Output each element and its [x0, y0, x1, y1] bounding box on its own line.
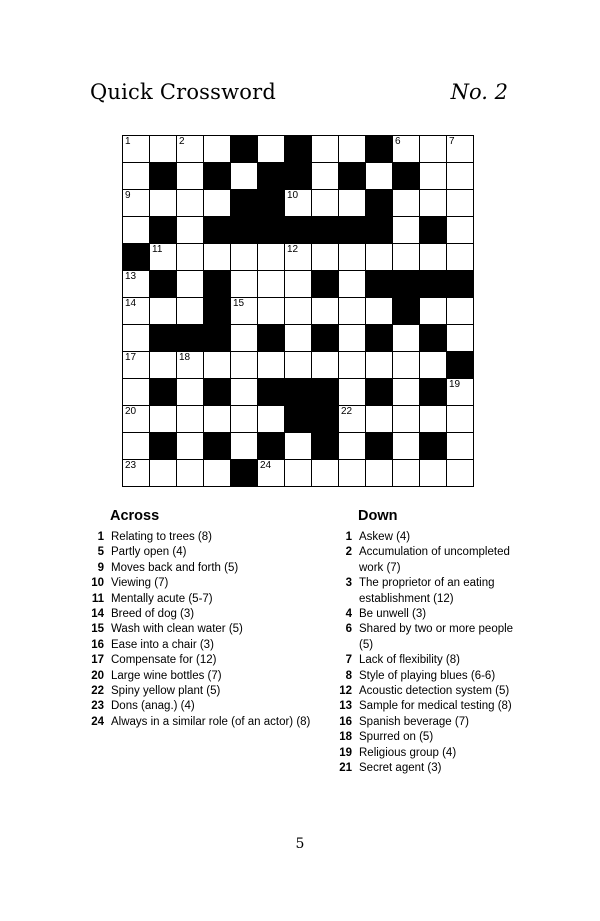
- grid-cell[interactable]: [339, 298, 366, 325]
- clue-item: [82, 699, 322, 714]
- grid-cell[interactable]: [420, 460, 447, 487]
- crossword-grid: [122, 135, 474, 487]
- page-number: 5: [295, 836, 305, 852]
- grid-cell[interactable]: [447, 190, 474, 217]
- clue-item: [330, 730, 520, 745]
- grid-cell[interactable]: [204, 190, 231, 217]
- grid-black-square: [204, 217, 231, 244]
- grid-black-square: [285, 136, 312, 163]
- clue-number: 2: [179, 136, 185, 147]
- grid-cell[interactable]: [285, 244, 312, 271]
- clue-item-number: 8: [345, 669, 352, 682]
- grid-cell[interactable]: [312, 352, 339, 379]
- grid-cell[interactable]: [177, 460, 204, 487]
- grid-cell[interactable]: [312, 298, 339, 325]
- puzzle-number: No. 2: [450, 80, 508, 104]
- grid-cell[interactable]: [231, 406, 258, 433]
- grid-cell[interactable]: [420, 163, 447, 190]
- clue-item: [330, 669, 520, 684]
- grid-black-square: [231, 460, 258, 487]
- grid-cell[interactable]: [150, 352, 177, 379]
- grid-cell[interactable]: [447, 163, 474, 190]
- grid-black-square: [204, 433, 231, 460]
- grid-cell[interactable]: [123, 217, 150, 244]
- clue-item-text: Be unwell (3): [359, 608, 427, 621]
- grid-black-square: [123, 244, 150, 271]
- clue-number: 14: [125, 298, 137, 309]
- clue-item-number: 24: [91, 715, 104, 728]
- grid-cell[interactable]: [258, 406, 285, 433]
- grid-black-square: [447, 352, 474, 379]
- grid-cell[interactable]: [123, 325, 150, 352]
- grid-cell[interactable]: [339, 406, 366, 433]
- grid-black-square: [258, 325, 285, 352]
- clue-item-text: Spanish beverage (7): [359, 715, 469, 728]
- clue-item-text: Lack of flexibility (8): [359, 654, 460, 667]
- clue-number: 11: [152, 244, 163, 255]
- grid-cell[interactable]: [447, 136, 474, 163]
- grid-black-square: [420, 325, 447, 352]
- clue-item-text: Accumulation of uncompleted work (7): [359, 546, 510, 574]
- clue-item-number: 18: [339, 731, 352, 744]
- clue-item-text: Acoustic detection system (5): [359, 685, 510, 698]
- grid-cell[interactable]: [231, 433, 258, 460]
- down-clue-list: [330, 530, 520, 777]
- grid-cell[interactable]: [420, 190, 447, 217]
- grid-cell[interactable]: [231, 379, 258, 406]
- grid-cell[interactable]: [177, 406, 204, 433]
- grid-black-square: [204, 325, 231, 352]
- clue-item-number: 13: [339, 700, 352, 713]
- grid-cell[interactable]: [285, 271, 312, 298]
- clue-item-text: Spurred on (5): [359, 731, 434, 744]
- clue-item-text: Askew (4): [359, 531, 411, 543]
- grid-black-square: [231, 136, 258, 163]
- clue-item-number: 3: [345, 577, 352, 590]
- grid-black-square: [366, 271, 393, 298]
- grid-cell[interactable]: [393, 190, 420, 217]
- clue-item: [330, 530, 520, 545]
- grid-black-square: [366, 325, 393, 352]
- grid-cell[interactable]: [339, 460, 366, 487]
- grid-cell[interactable]: [285, 325, 312, 352]
- grid-cell[interactable]: [339, 352, 366, 379]
- clue-number: 15: [233, 298, 245, 309]
- grid-black-square: [285, 163, 312, 190]
- clue-item: [330, 684, 520, 699]
- grid-black-square: [258, 190, 285, 217]
- grid-cell[interactable]: [285, 298, 312, 325]
- grid-cell[interactable]: [393, 244, 420, 271]
- grid-black-square: [366, 379, 393, 406]
- grid-cell[interactable]: [312, 163, 339, 190]
- clue-number: 22: [341, 406, 353, 417]
- clue-number: 20: [125, 406, 137, 417]
- grid-black-square: [258, 163, 285, 190]
- clue-item: [330, 746, 520, 761]
- grid-cell[interactable]: [420, 244, 447, 271]
- clue-item-number: 15: [91, 623, 104, 636]
- grid-black-square: [204, 298, 231, 325]
- grid-cell[interactable]: [150, 136, 177, 163]
- grid-black-square: [231, 190, 258, 217]
- clue-item: [330, 545, 520, 576]
- down-clues: [330, 508, 520, 777]
- grid-cell[interactable]: [177, 244, 204, 271]
- clue-item-number: 2: [345, 546, 352, 559]
- clue-number: 9: [125, 190, 131, 201]
- clue-item: [330, 761, 520, 776]
- grid-cell[interactable]: [231, 352, 258, 379]
- grid-cell[interactable]: [258, 298, 285, 325]
- clue-item-text: Compensate for (12): [111, 654, 217, 667]
- grid-cell[interactable]: [447, 298, 474, 325]
- grid-black-square: [150, 433, 177, 460]
- grid-cell[interactable]: [312, 136, 339, 163]
- grid-black-square: [420, 433, 447, 460]
- grid-black-square: [177, 325, 204, 352]
- grid-black-square: [150, 217, 177, 244]
- grid-cell[interactable]: [231, 163, 258, 190]
- clue-item-text: Mentally acute (5-7): [111, 592, 213, 605]
- clue-item-number: 11: [91, 592, 104, 605]
- grid-cell[interactable]: [312, 244, 339, 271]
- grid-cell[interactable]: [366, 406, 393, 433]
- grid-cell[interactable]: [285, 190, 312, 217]
- clue-item: [330, 699, 520, 714]
- grid-black-square: [312, 271, 339, 298]
- clue-item-text: Breed of dog (3): [111, 608, 195, 621]
- grid-black-square: [150, 163, 177, 190]
- grid-black-square: [150, 379, 177, 406]
- grid-cell[interactable]: [339, 433, 366, 460]
- grid-cell[interactable]: [123, 433, 150, 460]
- clue-item-number: 21: [339, 762, 352, 775]
- clue-item-number: 1: [345, 531, 352, 543]
- clue-item: [82, 530, 322, 545]
- grid-cell[interactable]: [447, 217, 474, 244]
- grid-cell[interactable]: [231, 298, 258, 325]
- grid-cell[interactable]: [393, 325, 420, 352]
- grid-cell[interactable]: [420, 298, 447, 325]
- grid-cell[interactable]: [312, 190, 339, 217]
- grid-cell[interactable]: [231, 325, 258, 352]
- grid-black-square: [258, 217, 285, 244]
- grid-cell[interactable]: [177, 433, 204, 460]
- grid-cell[interactable]: [150, 190, 177, 217]
- grid-black-square: [204, 163, 231, 190]
- grid-cell[interactable]: [123, 136, 150, 163]
- grid-cell[interactable]: [150, 244, 177, 271]
- clue-item-text: Large wine bottles (7): [111, 669, 222, 682]
- clue-item-number: 14: [91, 608, 104, 621]
- grid-cell[interactable]: [339, 244, 366, 271]
- grid-cell[interactable]: [258, 244, 285, 271]
- grid-cell[interactable]: [285, 433, 312, 460]
- clue-number: 18: [179, 352, 191, 363]
- clue-item: [82, 622, 322, 637]
- grid-cell[interactable]: [258, 352, 285, 379]
- clue-item-text: Style of playing blues (6-6): [359, 669, 496, 682]
- clue-item-number: 17: [91, 654, 104, 667]
- clue-item: [82, 684, 322, 699]
- grid-black-square: [393, 298, 420, 325]
- clue-item: [82, 576, 322, 591]
- clue-item: [82, 715, 322, 730]
- grid-cell[interactable]: [204, 352, 231, 379]
- clue-item-number: 7: [345, 654, 352, 667]
- grid-cell[interactable]: [177, 379, 204, 406]
- grid-cell[interactable]: [366, 163, 393, 190]
- grid-black-square: [393, 163, 420, 190]
- across-clues: [82, 508, 322, 730]
- grid-black-square: [285, 406, 312, 433]
- clue-item-number: 20: [91, 669, 104, 682]
- grid-black-square: [285, 217, 312, 244]
- clue-item-number: 9: [97, 561, 104, 574]
- clue-item-number: 4: [345, 608, 352, 621]
- clue-item: [330, 607, 520, 622]
- grid-cell[interactable]: [123, 271, 150, 298]
- grid-cell[interactable]: [204, 460, 231, 487]
- clue-item-text: The proprietor of an eating establishment (12): [359, 577, 495, 605]
- clue-number: 17: [125, 352, 137, 363]
- grid-cell[interactable]: [177, 271, 204, 298]
- grid-cell[interactable]: [258, 136, 285, 163]
- grid-black-square: [366, 433, 393, 460]
- grid-cell[interactable]: [204, 244, 231, 271]
- grid-cell[interactable]: [339, 325, 366, 352]
- clue-item-number: 16: [91, 638, 104, 651]
- grid-black-square: [204, 379, 231, 406]
- clue-number: 12: [287, 244, 299, 255]
- grid-black-square: [366, 190, 393, 217]
- grid-cell[interactable]: [366, 460, 393, 487]
- clue-item-text: Dons (anag.) (4): [111, 700, 195, 713]
- clue-item: [82, 545, 322, 560]
- grid-black-square: [420, 271, 447, 298]
- grid-cell[interactable]: [177, 163, 204, 190]
- clue-item: [82, 669, 322, 684]
- grid-black-square: [204, 271, 231, 298]
- clue-number: 23: [125, 460, 137, 471]
- clue-item: [82, 638, 322, 653]
- clue-item-number: 19: [339, 746, 352, 759]
- clue-item-number: 1: [97, 531, 104, 543]
- clue-item-number: 23: [91, 700, 104, 713]
- grid-black-square: [339, 163, 366, 190]
- grid-cell[interactable]: [177, 298, 204, 325]
- grid-cell[interactable]: [177, 352, 204, 379]
- clue-number: 13: [125, 271, 137, 282]
- grid-cell[interactable]: [231, 244, 258, 271]
- across-heading: Across: [110, 508, 160, 524]
- clue-item: [82, 653, 322, 668]
- grid-cell[interactable]: [339, 136, 366, 163]
- grid-cell[interactable]: [285, 352, 312, 379]
- grid-black-square: [420, 379, 447, 406]
- grid-cell[interactable]: [123, 163, 150, 190]
- grid-cell[interactable]: [123, 352, 150, 379]
- grid-black-square: [447, 271, 474, 298]
- clue-item-number: 10: [91, 577, 104, 590]
- grid-black-square: [258, 433, 285, 460]
- grid-black-square: [150, 271, 177, 298]
- grid-cell[interactable]: [258, 271, 285, 298]
- grid-cell[interactable]: [393, 406, 420, 433]
- clue-item-text: Relating to trees (8): [111, 531, 212, 543]
- grid-black-square: [312, 217, 339, 244]
- grid-cell[interactable]: [231, 271, 258, 298]
- grid-cell[interactable]: [339, 379, 366, 406]
- puzzle-title: Quick Crossword: [90, 80, 277, 104]
- grid-cell[interactable]: [177, 190, 204, 217]
- grid-cell[interactable]: [150, 460, 177, 487]
- clue-item-text: Spiny yellow plant (5): [111, 685, 221, 698]
- grid-cell[interactable]: [420, 136, 447, 163]
- grid-black-square: [150, 325, 177, 352]
- grid-cell[interactable]: [420, 406, 447, 433]
- grid-black-square: [285, 379, 312, 406]
- grid-cell[interactable]: [258, 460, 285, 487]
- grid-cell[interactable]: [204, 406, 231, 433]
- clue-item: [82, 607, 322, 622]
- clue-item: [82, 561, 322, 576]
- clue-number: 24: [260, 460, 272, 471]
- grid-black-square: [312, 325, 339, 352]
- clue-item-text: Sample for medical testing (8): [359, 700, 512, 713]
- grid-cell[interactable]: [447, 379, 474, 406]
- grid-black-square: [420, 217, 447, 244]
- clue-item-text: Always in a similar role (of an actor) (8): [111, 715, 311, 728]
- grid-cell[interactable]: [447, 433, 474, 460]
- grid-cell[interactable]: [447, 244, 474, 271]
- clue-item-text: Religious group (4): [359, 746, 457, 759]
- grid-cell[interactable]: [339, 271, 366, 298]
- grid-cell[interactable]: [366, 244, 393, 271]
- clue-number: 7: [449, 136, 455, 147]
- clue-item-number: 6: [345, 623, 352, 636]
- grid-cell[interactable]: [393, 379, 420, 406]
- grid-cell[interactable]: [123, 406, 150, 433]
- grid-cell[interactable]: [150, 406, 177, 433]
- grid-cell[interactable]: [420, 352, 447, 379]
- clue-item-number: 22: [91, 685, 104, 698]
- grid-cell[interactable]: [123, 190, 150, 217]
- grid-black-square: [312, 406, 339, 433]
- grid-black-square: [258, 379, 285, 406]
- grid-cell[interactable]: [393, 217, 420, 244]
- clue-item-text: Viewing (7): [111, 577, 169, 590]
- grid-cell[interactable]: [123, 379, 150, 406]
- clue-item-text: Secret agent (3): [359, 762, 442, 775]
- clue-item-text: Moves back and forth (5): [111, 561, 239, 574]
- grid-black-square: [366, 217, 393, 244]
- clue-item: [82, 592, 322, 607]
- grid-cell[interactable]: [393, 433, 420, 460]
- grid-cell[interactable]: [447, 406, 474, 433]
- across-clue-list: [82, 530, 322, 730]
- grid-black-square: [312, 433, 339, 460]
- clue-item-text: Wash with clean water (5): [111, 623, 243, 636]
- clue-number: 6: [395, 136, 401, 147]
- clue-number: 10: [287, 190, 299, 201]
- grid-cell[interactable]: [150, 298, 177, 325]
- grid-cell[interactable]: [123, 460, 150, 487]
- grid-cell[interactable]: [177, 136, 204, 163]
- clue-item-text: Partly open (4): [111, 546, 187, 559]
- clue-item-number: 5: [97, 546, 104, 559]
- grid-cell[interactable]: [339, 190, 366, 217]
- grid-cell[interactable]: [447, 325, 474, 352]
- grid-cell[interactable]: [366, 352, 393, 379]
- grid-cell[interactable]: [123, 298, 150, 325]
- grid-cell[interactable]: [285, 460, 312, 487]
- grid-cell[interactable]: [177, 217, 204, 244]
- grid-cell[interactable]: [393, 136, 420, 163]
- down-heading: Down: [358, 508, 398, 524]
- grid-cell[interactable]: [204, 136, 231, 163]
- clue-item: [330, 576, 520, 607]
- grid-black-square: [312, 379, 339, 406]
- grid-black-square: [339, 217, 366, 244]
- clue-item-text: Shared by two or more people (5): [359, 623, 514, 651]
- clue-item-text: Ease into a chair (3): [111, 638, 214, 651]
- grid-cell[interactable]: [447, 460, 474, 487]
- clue-number: 19: [449, 379, 461, 390]
- grid-cell[interactable]: [312, 460, 339, 487]
- clue-item: [330, 715, 520, 730]
- clue-item-number: 12: [339, 685, 352, 698]
- clue-item: [330, 622, 520, 653]
- grid-black-square: [231, 217, 258, 244]
- grid-cell[interactable]: [393, 352, 420, 379]
- grid-cell[interactable]: [393, 460, 420, 487]
- clue-item-number: 16: [339, 715, 352, 728]
- clue-item: [330, 653, 520, 668]
- grid-black-square: [366, 136, 393, 163]
- grid-cell[interactable]: [366, 298, 393, 325]
- clue-number: 1: [125, 136, 131, 147]
- grid-black-square: [393, 271, 420, 298]
